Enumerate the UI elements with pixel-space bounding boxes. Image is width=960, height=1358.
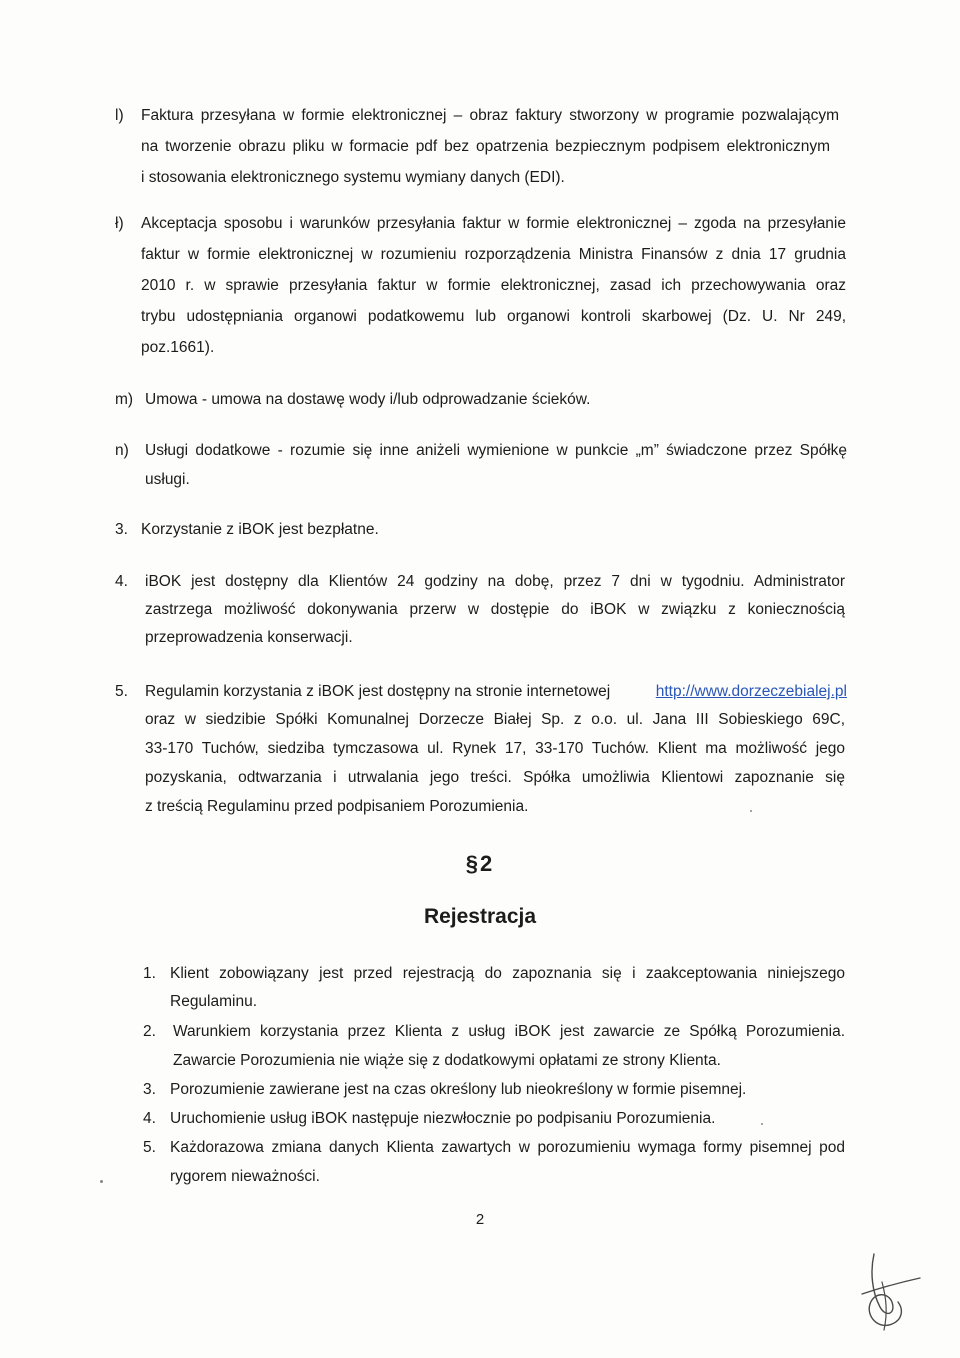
registration-4-marker: 4.: [143, 1110, 156, 1127]
definition-l2-line-3: 2010 r. w sprawie przesyłania faktur w formie elektronicznej, zasad ich przechowywania oraz: [141, 277, 846, 294]
point-3-line-1: Korzystanie z iBOK jest bezpłatne.: [141, 521, 379, 538]
definition-m-line-1: Umowa - umowa na dostawę wody i/lub odprowadzanie ścieków.: [145, 391, 591, 408]
registration-1-marker: 1.: [143, 965, 156, 982]
scan-speck: [761, 1123, 763, 1125]
definition-l2-line-5: poz.1661).: [141, 339, 215, 356]
registration-2-line-2: Zawarcie Porozumienia nie wiąże się z dodatkowymi opłatami ze strony Klienta.: [173, 1052, 721, 1069]
registration-1-line-1: Klient zobowiązany jest przed rejestracją do zapoznania się i zaakceptowania niniejszego: [170, 965, 845, 982]
registration-4-line-1: Uruchomienie usług iBOK następuje niezwłocznie po podpisaniu Porozumienia.: [170, 1110, 716, 1127]
point-4-line-2: zastrzega możliwość dokonywania przerw w dostępie do iBOK w związku z koniecznością: [145, 601, 845, 618]
registration-5-line-1: Każdorazowa zmiana danych Klienta zawartych w porozumieniu wymaga formy pisemnej pod: [170, 1139, 845, 1156]
scan-speck: [100, 1180, 103, 1183]
definition-l2-line-4: trybu udostępniania organowi podatkowemu lub organowi kontroli skarbowej (Dz. U. Nr 249,: [141, 308, 846, 325]
point-4-marker: 4.: [115, 573, 128, 590]
registration-1-line-2: Regulaminu.: [170, 993, 258, 1010]
point-3-marker: 3.: [115, 521, 128, 538]
point-4-line-3: przeprowadzenia konserwacji.: [145, 629, 353, 646]
definition-l-line-1: Faktura przesyłana w formie elektronicznej – obraz faktury stworzony w programie pozwalającym: [141, 107, 839, 124]
point-5-line-4: pozyskania, odtwarzania i utrwalania jego treści. Spółka umożliwia Klientowi zapoznanie się: [145, 769, 845, 786]
section-sign: §2: [465, 851, 495, 876]
definition-n-line-1: Usługi dodatkowe - rozumie się inne aniżeli wymienione w punkcie „m” świadczone przez Spółkę: [145, 442, 847, 459]
point-4-line-1: iBOK jest dostępny dla Klientów 24 godziny na dobę, przez 7 dni w tygodniu. Administrator: [145, 573, 845, 590]
page-number: 2: [475, 1211, 485, 1228]
handwritten-initials: [852, 1252, 922, 1332]
registration-2-marker: 2.: [143, 1023, 156, 1040]
definition-l-marker: l): [115, 107, 124, 124]
definition-l2-line-2: faktur w formie elektronicznej w rozumieniu rozporządzenia Ministra Finansów z dnia 17 grudnia: [141, 246, 846, 263]
section-title: Rejestracja: [423, 905, 537, 928]
definition-l-line-2: na tworzenie obrazu pliku w formacie pdf bez opatrzenia bezpiecznym podpisem elektronicznym: [141, 138, 830, 155]
scan-speck: [750, 810, 752, 812]
point-5-marker: 5.: [115, 683, 128, 700]
definition-l2-line-1: Akceptacja sposobu i warunków przesyłania faktur w formie elektronicznej – zgoda na przesyłanie: [141, 215, 846, 232]
point-5-line-1-text: Regulamin korzystania z iBOK jest dostępny na stronie internetowej: [145, 683, 611, 700]
definition-n-line-2: usługi.: [145, 471, 190, 488]
point-5-line-3: 33-170 Tuchów, siedziba tymczasowa ul. Rynek 17, 33-170 Tuchów. Klient ma możliwość jego: [145, 740, 845, 757]
definition-m-marker: m): [115, 391, 134, 408]
website-link[interactable]: http://www.dorzeczebialej.pl: [655, 683, 847, 700]
registration-5-marker: 5.: [143, 1139, 156, 1156]
definition-l-line-3: i stosowania elektronicznego systemu wymiany danych (EDI).: [141, 169, 565, 186]
point-5-line-2: oraz w siedzibie Spółki Komunalnej Dorzecze Białej Sp. z o.o. ul. Jana III Sobieskiego 69C,: [145, 711, 845, 728]
registration-3-marker: 3.: [143, 1081, 156, 1098]
definition-n-marker: n): [115, 442, 129, 459]
point-5-line-5: z treścią Regulaminu przed podpisaniem Porozumienia.: [145, 798, 529, 815]
point-5-line-1: [145, 682, 847, 702]
definition-l2-marker: ł): [115, 215, 124, 232]
registration-2-line-1: Warunkiem korzystania przez Klienta z usług iBOK jest zawarcie ze Spółką Porozumienia.: [173, 1023, 845, 1040]
registration-5-line-2: rygorem nieważności.: [170, 1168, 320, 1185]
registration-3-line-1: Porozumienie zawierane jest na czas określony lub nieokreślony w formie pisemnej.: [170, 1081, 747, 1098]
